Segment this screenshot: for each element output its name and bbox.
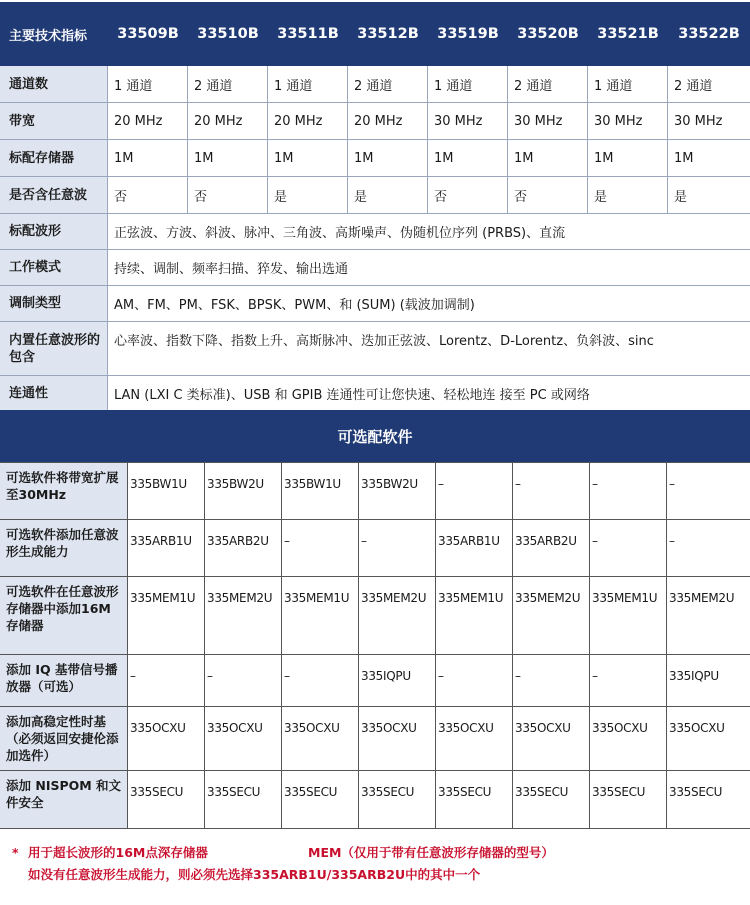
table-cell: 30 MHz xyxy=(508,103,588,139)
option-cell: – xyxy=(282,520,359,576)
option-cell: 335MEM1U xyxy=(590,577,667,654)
row-label: 通道数 xyxy=(0,66,108,102)
row-label: 带宽 xyxy=(0,103,108,139)
option-cell: 335BW1U xyxy=(128,463,205,519)
model-header: 33511B xyxy=(277,26,339,42)
option-cell: 335ARB1U xyxy=(436,520,513,576)
option-cell: 335IQPU xyxy=(359,655,436,706)
option-cell: – xyxy=(282,655,359,706)
table-cell: 2 通道 xyxy=(508,66,588,102)
option-cell: 335BW2U xyxy=(359,463,436,519)
table-cell: 1M xyxy=(108,140,188,176)
footnote-star: * xyxy=(12,845,19,860)
option-cell: – xyxy=(359,520,436,576)
option-cell: 335ARB2U xyxy=(513,520,590,576)
option-cell: – xyxy=(205,655,282,706)
table-cell: 是 xyxy=(348,177,428,213)
table-cell: 20 MHz xyxy=(348,103,428,139)
table-cell: 30 MHz xyxy=(674,113,723,129)
option-cell: 335MEM1U xyxy=(282,577,359,654)
option-cell: 335MEM2U xyxy=(669,591,735,605)
row-label: 工作模式 xyxy=(0,250,108,285)
option-cell: 335SECU xyxy=(359,771,436,828)
option-label: 添加 IQ 基带信号播放器（可选） xyxy=(0,655,128,706)
options-banner: 可选配软件 xyxy=(0,410,750,462)
option-cell: 335BW1U xyxy=(282,463,359,519)
table-cell: 20 MHz xyxy=(188,103,268,139)
table-cell: 1 通道 xyxy=(108,66,188,102)
table-cell: 是 xyxy=(268,177,348,213)
option-cell: 335SECU xyxy=(128,771,205,828)
model-header: 33510B xyxy=(197,26,259,42)
spec-row xyxy=(0,103,750,140)
option-row xyxy=(0,771,750,829)
row-label: 内置任意波形的包含 xyxy=(0,322,108,375)
spec-table xyxy=(0,2,750,412)
table-cell: 1M xyxy=(268,140,348,176)
option-cell: 335BW2U xyxy=(205,463,282,519)
option-row xyxy=(0,577,750,655)
table-cell: 否 xyxy=(108,177,188,213)
table-cell: 30 MHz xyxy=(428,103,508,139)
table-cell: 1 通道 xyxy=(268,66,348,102)
row-label: 标配存储器 xyxy=(0,140,108,176)
option-label: 可选软件将带宽扩展至30MHz xyxy=(0,463,128,519)
option-cell: 335MEM1U xyxy=(436,577,513,654)
option-cell: – xyxy=(513,655,590,706)
option-cell: 335OCXU xyxy=(590,707,667,770)
option-cell: 335IQPU xyxy=(669,669,719,683)
spanning-cell: 心率波、指数下降、指数上升、高斯脉冲、迭加正弦波、Lorentz、D-Lorentz、负斜波、sinc xyxy=(114,334,654,349)
option-cell: 335OCXU xyxy=(282,707,359,770)
option-cell: – xyxy=(436,463,513,519)
table-cell: 20 MHz xyxy=(108,103,188,139)
option-row xyxy=(0,463,750,520)
option-cell: 335MEM2U xyxy=(359,577,436,654)
option-cell: 335MEM1U xyxy=(128,577,205,654)
spanning-cell: AM、FM、PM、FSK、BPSK、PWM、和 (SUM) (载波加调制) xyxy=(114,298,475,313)
option-cell: – xyxy=(590,463,667,519)
option-cell: 335SECU xyxy=(590,771,667,828)
option-cell: 335ARB2U xyxy=(205,520,282,576)
table-cell: 是 xyxy=(588,177,668,213)
option-cell: 335OCXU xyxy=(205,707,282,770)
model-header: 33509B xyxy=(117,26,179,42)
table-cell: 2 通道 xyxy=(674,78,713,94)
row-label: 调制类型 xyxy=(0,286,108,321)
spec-row xyxy=(0,286,750,322)
table-cell: 否 xyxy=(188,177,268,213)
table-cell: 否 xyxy=(508,177,588,213)
row-label: 连通性 xyxy=(0,376,108,411)
option-cell: 335OCXU xyxy=(359,707,436,770)
table-cell: 20 MHz xyxy=(268,103,348,139)
option-cell: – xyxy=(590,655,667,706)
table-cell: 2 通道 xyxy=(348,66,428,102)
option-cell: 335ARB1U xyxy=(128,520,205,576)
footnotes xyxy=(0,842,750,886)
option-label: 添加 NISPOM 和文件安全 xyxy=(0,771,128,828)
row-label: 是否含任意波 xyxy=(0,177,108,213)
spec-row xyxy=(0,140,750,177)
option-label: 添加高稳定性时基（必须返回安捷伦添加选件） xyxy=(0,707,128,770)
option-label: 可选软件在任意波形存储器中添加16M 存储器 xyxy=(0,577,128,654)
table-cell: 1 通道 xyxy=(428,66,508,102)
model-header: 33512B xyxy=(357,26,419,42)
option-cell: 335SECU xyxy=(513,771,590,828)
option-cell: 335SECU xyxy=(282,771,359,828)
footnote-1a: 用于超长波形的16M点深存储器 xyxy=(28,845,208,860)
option-cell: 335SECU xyxy=(205,771,282,828)
table-cell: 1M xyxy=(508,140,588,176)
header-label: 主要技术指标 xyxy=(9,28,88,44)
model-header: 33522B xyxy=(678,26,740,42)
table-cell: 1M xyxy=(428,140,508,176)
footnote-1b: MEM（仅用于带有任意波形存储器的型号） xyxy=(308,845,554,860)
option-cell: 335OCXU xyxy=(128,707,205,770)
spec-row xyxy=(0,322,750,376)
model-header: 33519B xyxy=(437,26,499,42)
table-cell: 是 xyxy=(674,189,688,205)
option-cell: 335OCXU xyxy=(669,721,725,735)
option-row xyxy=(0,707,750,771)
table-cell: 1M xyxy=(188,140,268,176)
spec-row xyxy=(0,250,750,286)
option-row xyxy=(0,520,750,577)
row-label: 标配波形 xyxy=(0,214,108,249)
option-cell: 335OCXU xyxy=(436,707,513,770)
table-cell: 1 通道 xyxy=(588,66,668,102)
model-header: 33520B xyxy=(517,26,579,42)
model-header: 33521B xyxy=(597,26,659,42)
spec-row xyxy=(0,177,750,214)
table-cell: 否 xyxy=(428,177,508,213)
option-cell: 335SECU xyxy=(436,771,513,828)
table-cell: 1M xyxy=(674,150,694,166)
option-cell: 335MEM2U xyxy=(205,577,282,654)
spec-table-header xyxy=(0,2,750,66)
options-table xyxy=(0,462,750,829)
option-cell: – xyxy=(590,520,667,576)
spec-row xyxy=(0,376,750,412)
table-cell: 30 MHz xyxy=(588,103,668,139)
option-cell: 335SECU xyxy=(669,785,723,799)
option-cell: – xyxy=(669,477,675,491)
option-cell: 335MEM2U xyxy=(513,577,590,654)
option-label: 可选软件添加任意波形生成能力 xyxy=(0,520,128,576)
table-cell: 1M xyxy=(348,140,428,176)
spec-row xyxy=(0,214,750,250)
spanning-cell: 正弦波、方波、斜波、脉冲、三角波、高斯噪声、伪随机位序列 (PRBS)、直流 xyxy=(114,226,566,241)
option-cell: 335OCXU xyxy=(513,707,590,770)
option-row xyxy=(0,655,750,707)
table-cell: 1M xyxy=(588,140,668,176)
option-cell: – xyxy=(513,463,590,519)
spec-row xyxy=(0,66,750,103)
table-cell: 2 通道 xyxy=(188,66,268,102)
spanning-cell: 持续、调制、频率扫描、猝发、输出选通 xyxy=(114,262,349,277)
option-cell: – xyxy=(669,534,675,548)
option-cell: – xyxy=(436,655,513,706)
footnote-2: 如没有任意波形生成能力，则必须先选择335ARB1U/335ARB2U中的其中一个 xyxy=(28,867,481,882)
option-cell: – xyxy=(128,655,205,706)
spanning-cell: LAN (LXI C 类标准)、USB 和 GPIB 连通性可让您快速、轻松地连 接至 PC 或网络 xyxy=(114,388,590,403)
